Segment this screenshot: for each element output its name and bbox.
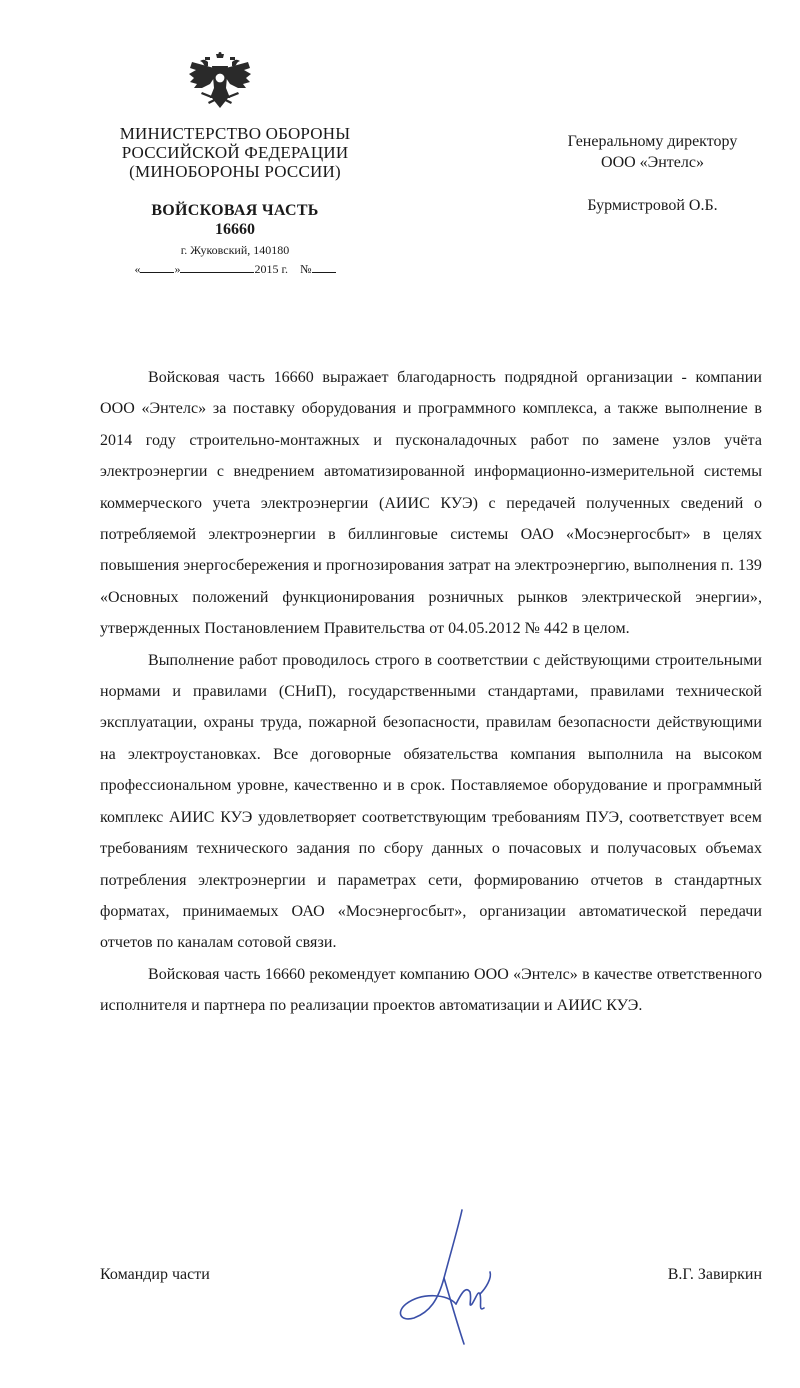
unit-city: г. Жуковский, 140180 — [180, 243, 290, 257]
paragraph-2: Выполнение работ проводилось строго в соответствии с действующими строительными нормами и правилами (СНиП), государственными стандартами, правилами технической эксплуатации, охраны труда, пожарной безопасности, правилам безопасности действующими на электроустановках. Все договорные обязательства компания выполнила на высоком профессиональном уровне, качественно и в срок. Поставляемое оборудование и программный комплекс АИИС КУЭ удовлетворяет соответствующим требованиям ПУЭ, соответствует всем требованиям технического задания по сбору данных о почасовых и получасовых объемах потребления электроэнергии и параметрах сети, формированию отчетов в стандартных форматах, принимаемых ОАО «Мосэнергосбыт», организации автоматической передачи отчетов по каналам сотовой связи. — [100, 651, 762, 952]
month-blank — [180, 261, 254, 273]
ministry-line-2: РОССИЙСКОЙ ФЕДЕРАЦИИ — [121, 143, 349, 162]
recipient-block — [520, 131, 785, 216]
unit-title: ВОЙСКОВАЯ ЧАСТЬ — [151, 202, 319, 219]
number-sign: № — [300, 262, 312, 276]
recipient-company: ООО «Энтелс» — [601, 154, 704, 171]
letter-body — [100, 362, 762, 1022]
military-unit-block — [100, 201, 370, 277]
date-year: 2015 г. — [254, 262, 289, 276]
date-close-quote: » — [174, 262, 181, 276]
signer-name: В.Г. Завиркин — [667, 1266, 762, 1283]
number-blank — [312, 261, 336, 273]
signer-position: Командир части — [100, 1266, 210, 1283]
paragraph-1: Войсковая часть 16660 выражает благодарность подрядной организации - компании ООО «Энтелс» за поставку оборудования и программного комплекса, а также выполнение в 2014 году строительно-монтажных и пусконаладочных работ по замене узлов учёта электроэнергии с внедрением автоматизированной информационно-измерительной системы коммерческого учета электроэнергии (АИИС КУЭ) с передачей полученных сведений о потребляемой электроэнергии в биллинговые системы ОАО «Мосэнергосбыт» в целях повышения энергосбережения и прогнозирования затрат на электроэнергию, выполнения п. 139 «Основных положений функционирования розничных рынков электрической энергии», утвержденных Постановлением Правительства от 04.05.2012 № 442 в целом. — [100, 369, 762, 638]
day-blank — [140, 261, 174, 273]
recipient-position: Генеральному директору — [567, 133, 738, 150]
date-open-quote: « — [134, 262, 141, 276]
paragraph-3: Войсковая часть 16660 рекомендует компанию ООО «Энтелс» в качестве ответственного исполнителя и партнера по реализации проектов автоматизации и АИИС КУЭ. — [100, 965, 762, 1015]
ministry-line-3: (МИНОБОРОНЫ РОССИИ) — [129, 162, 341, 181]
ministry-line-1: МИНИСТЕРСТВО ОБОРОНЫ — [119, 124, 351, 143]
double-headed-eagle-emblem-icon — [188, 52, 252, 116]
ministry-block — [100, 124, 370, 181]
unit-number: 16660 — [215, 221, 255, 238]
recipient-name: Бурмистровой О.Б. — [587, 197, 718, 214]
signature-row — [100, 1266, 762, 1296]
date-number-line — [100, 261, 370, 277]
